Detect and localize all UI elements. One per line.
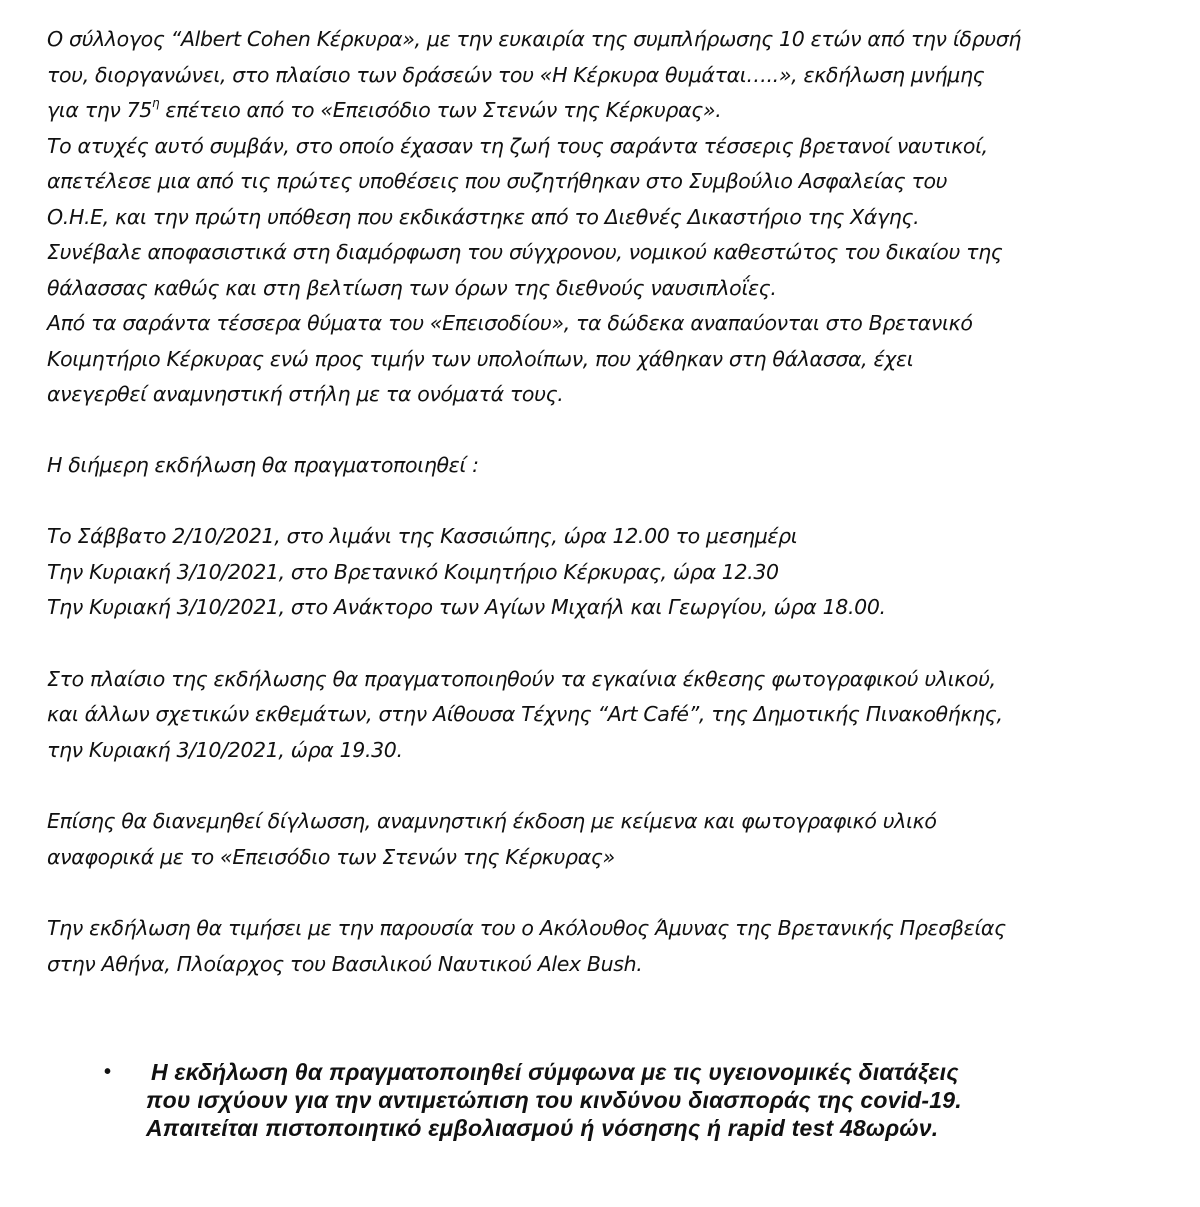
guest-line: στην Αθήνα, Πλοίαρχος του Βασιλικού Ναυτικού Alex Bush.	[47, 951, 643, 976]
notice-line: που ισχύουν για την αντιμετώπιση του κινδύνου διασποράς της covid-19.	[146, 1087, 962, 1113]
intro-line: ανεγερθεί αναμνηστική στήλη με τα ονόματά τους.	[47, 382, 564, 406]
intro-line: Ο.Η.Ε, και την πρώτη υπόθεση που εκδικάστηκε από το Διεθνές Δικαστήριο της Χάγης.	[47, 204, 920, 229]
intro-line: Το ατυχές αυτό συμβάν, στο οποίο έχασαν τη ζωή τους σαράντα τέσσερις βρετανοί ναυτικοί,	[47, 133, 988, 158]
intro-line: Συνέβαλε αποφασιστικά στη διαμόρφωση του σύγχρονου, νομικού καθεστώτος του δικαίου της	[47, 240, 1003, 264]
schedule-list	[47, 519, 1167, 626]
publication-line: αναφορικά με το «Επεισόδιο των Στενών της Κέρκυρας»	[47, 844, 615, 869]
schedule-heading	[47, 448, 1167, 484]
schedule-item: Την Κυριακή 3/10/2021, στο Ανάκτορο των Αγίων Μιχαήλ και Γεωργίου, ώρα 18.00.	[47, 595, 886, 619]
notice-line: Απαιτείται πιστοποιητικό εμβολιασμού ή νόσησης ή rapid test 48ωρών.	[146, 1115, 939, 1141]
intro-line: θάλασσας καθώς και στη βελτίωση των όρων της διεθνούς ναυσιπλοΐες.	[47, 275, 777, 300]
schedule-item: Την Κυριακή 3/10/2021, στο Βρετανικό Κοιμητήριο Κέρκυρας, ώρα 12.30	[47, 559, 779, 584]
document-body	[47, 22, 1167, 982]
spacer	[47, 768, 1167, 804]
ordinal-superscript: η	[152, 96, 160, 111]
intro-paragraph	[47, 22, 1167, 413]
spacer	[47, 875, 1167, 911]
health-notice-text	[146, 1058, 962, 1142]
intro-line: Από τα σαράντα τέσσερα θύματα του «Επεισοδίου», τα δώδεκα αναπαύονται στο Βρετανικό	[47, 311, 973, 335]
schedule-item: Το Σάββατο 2/10/2021, στο λιμάνι της Κασσιώπης, ώρα 12.00 το μεσημέρι	[47, 524, 798, 548]
intro-line: του, διοργανώνει, στο πλαίσιο των δράσεών του «Η Κέρκυρα θυμάται…..», εκδήλωση μνήμης	[47, 62, 985, 87]
intro-line: Ο σύλλογος “Albert Cohen Κέρκυρα», με την ευκαιρία της συμπλήρωσης 10 ετών από την ίδρυσή	[47, 27, 1022, 51]
exhibition-line: Στο πλαίσιο της εκδήλωσης θα πραγματοποιηθούν τα εγκαίνια έκθεσης φωτογραφικού υλικού,	[47, 666, 996, 691]
spacer	[47, 413, 1167, 449]
bullet-icon: •	[104, 1061, 112, 1083]
publication-line: Επίσης θα διανεμηθεί δίγλωσση, αναμνηστική έκδοση με κείμενα και φωτογραφικό υλικό	[47, 809, 937, 833]
anniversary-prefix: για την 75	[47, 98, 152, 122]
publication-paragraph	[47, 804, 1167, 875]
guest-paragraph	[47, 911, 1167, 982]
intro-line: απετέλεσε μια από τις πρώτες υποθέσεις που συζητήθηκαν στο Συμβούλιο Ασφαλείας του	[47, 169, 948, 193]
spacer	[47, 626, 1167, 662]
anniversary-suffix: επέτειο από το «Επεισόδιο των Στενών της Κέρκυρας».	[159, 98, 722, 122]
schedule-heading-text: Η διήμερη εκδήλωση θα πραγματοποιηθεί :	[47, 453, 479, 477]
notice-line: Η εκδήλωση θα πραγματοποιηθεί σύμφωνα με τις υγειονομικές διατάξεις	[151, 1059, 959, 1085]
exhibition-paragraph	[47, 662, 1167, 769]
exhibition-line: την Κυριακή 3/10/2021, ώρα 19.30.	[47, 737, 403, 762]
exhibition-line: και άλλων σχετικών εκθεμάτων, στην Αίθουσα Τέχνης “Art Café”, της Δημοτικής Πινακοθήκης,	[47, 702, 1003, 726]
spacer	[47, 484, 1167, 520]
intro-line	[47, 93, 1167, 129]
intro-line: Κοιμητήριο Κέρκυρας ενώ προς τιμήν των υπολοίπων, που χάθηκαν στη θάλασσα, έχει	[47, 346, 914, 371]
guest-line: Την εκδήλωση θα τιμήσει με την παρουσία του ο Ακόλουθος Άμυνας της Βρετανικής Πρεσβείας	[47, 916, 1006, 940]
